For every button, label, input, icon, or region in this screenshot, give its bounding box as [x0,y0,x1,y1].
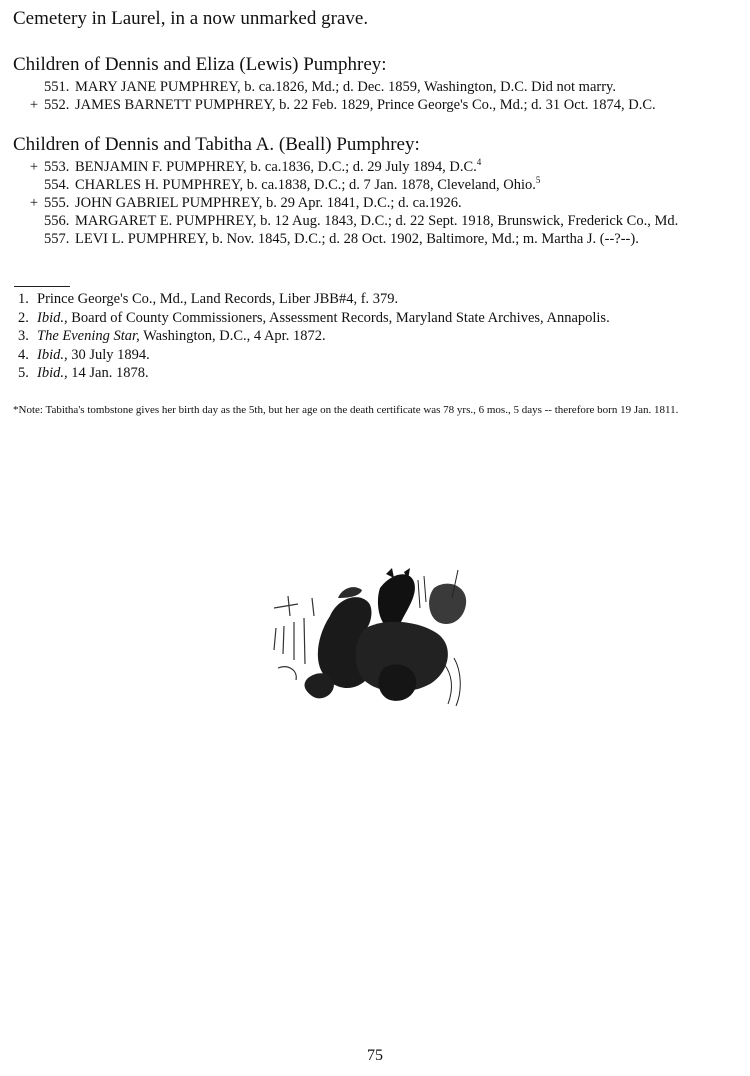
entry-text: MARGARET E. PUMPHREY, b. 12 Aug. 1843, D.C.; d. 22 Sept. 1918, Brunswick, Frederick Co., Md. [75,213,679,229]
list-item [0,176,750,194]
horse-and-rider-engraving-icon [268,568,476,706]
footnote-number: 5. [18,365,29,381]
footnote-italic: The Evening Star, [37,328,140,344]
page-number: 75 [367,1047,383,1064]
list-item [0,230,750,248]
entry-text: JAMES BARNETT PUMPHREY, b. 22 Feb. 1829, Prince George's Co., Md.; d. 31 Oct. 1874, D.C. [75,97,656,113]
entry-text: LEVI L. PUMPHREY, b. Nov. 1845, D.C.; d. 28 Oct. 1902, Baltimore, Md.; m. Martha J. (--?--). [75,231,639,247]
footnote-text [37,309,750,328]
group-heading-eliza: Children of Dennis and Eliza (Lewis) Pumphrey: [13,54,387,75]
footnote-ref: 4 [476,157,482,168]
footnote-body: 30 July 1894. [67,346,150,363]
footnote-italic: Ibid., [37,309,68,326]
footnote-number: 3. [18,328,29,344]
footnote-ref: 5 [535,175,541,186]
children-list-tabitha [0,158,750,248]
entry-text-body: BENJAMIN F. PUMPHREY, b. ca.1836, D.C.; d. 29 July 1894, D.C. [75,159,477,175]
entry-number: 554. [44,177,70,193]
footnote-italic: Ibid., [37,365,68,381]
list-item [0,212,750,230]
entry-text [75,158,740,176]
footnote-body: Board of County Commissioners, Assessment Records, Maryland State Archives, Annapolis. [67,309,610,326]
footnote-number: 1. [18,291,29,307]
entry-number: 555. [44,195,70,211]
footnote-number: 2. [18,309,29,326]
list-item [0,194,750,212]
entry-text-body: CHARLES H. PUMPHREY, b. ca.1838, D.C.; d. 7 Jan. 1878, Cleveland, Ohio. [75,177,536,193]
footnote [0,290,750,309]
list-item [0,158,750,176]
footnote-text [37,327,750,346]
footnote-italic: Ibid., [37,346,68,363]
footnote-body: 14 Jan. 1878. [67,365,149,381]
footnote-divider [14,286,70,287]
entry-number: 557. [44,231,70,247]
footnote-text [37,364,750,383]
footnotes [0,290,750,383]
list-item [0,78,750,96]
footnote-text [37,290,750,309]
intro-line: Cemetery in Laurel, in a now unmarked grave. [13,8,369,29]
footnote-text [37,346,750,365]
footnote [0,309,750,328]
list-item [0,96,750,114]
descendant-marker: + [29,97,39,113]
footnote [0,346,750,365]
entry-number: 553. [44,159,70,175]
entry-text: JOHN GABRIEL PUMPHREY, b. 29 Apr. 1841, D.C.; d. ca.1926. [75,195,462,211]
note-text: Note: Tabitha's tombstone gives her birth day as the 5th, but her age on the death certificate was 78 yrs., 6 mos., 5 days -- therefore born 19 Jan. 1811. [18,404,679,416]
entry-number: 551. [44,79,70,95]
footnote-number: 4. [18,346,29,363]
footnote [0,327,750,346]
footnote-body: Washington, D.C., 4 Apr. 1872. [139,328,326,344]
entry-text [75,176,740,194]
birth-date-note [13,402,741,418]
footnote-body: Prince George's Co., Md., Land Records, Liber JBB#4, f. 379. [37,291,399,307]
footnote [0,364,750,383]
entry-number: 552. [44,97,70,113]
entry-number: 556. [44,213,70,229]
children-list-eliza [0,78,750,114]
group-heading-tabitha: Children of Dennis and Tabitha A. (Beall) Pumphrey: [13,134,420,155]
descendant-marker: + [29,195,39,211]
entry-text: MARY JANE PUMPHREY, b. ca.1826, Md.; d. Dec. 1859, Washington, D.C. Did not marry. [75,79,616,95]
descendant-marker: + [29,159,39,175]
note-marker: * [13,404,19,416]
